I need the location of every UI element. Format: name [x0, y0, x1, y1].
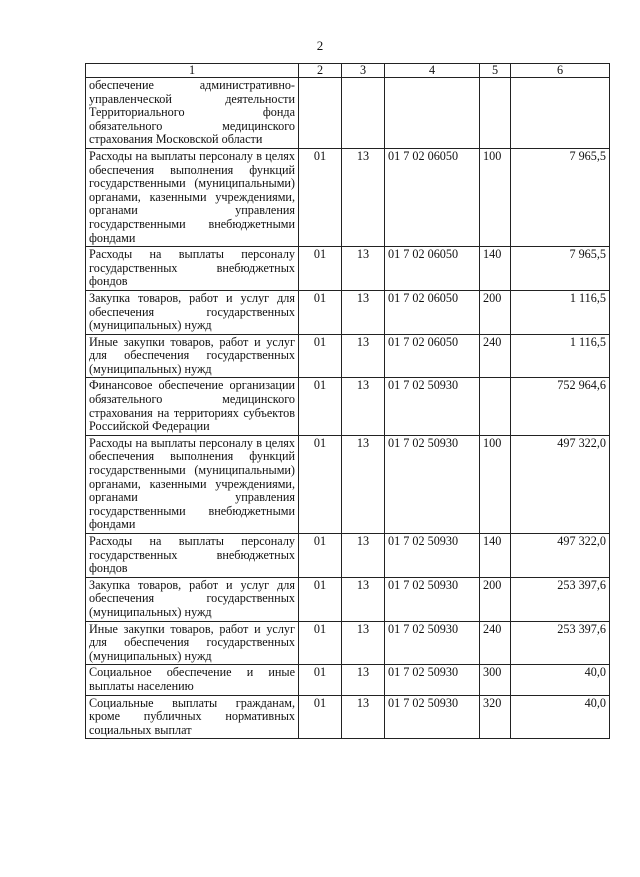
row-expense-type: 140	[480, 247, 511, 291]
row-section	[299, 78, 342, 149]
row-name: Иные закупки товаров, работ и услуг для обеспечения государственных (муниципальных) нужд	[86, 334, 299, 378]
row-subsection: 13	[342, 435, 385, 533]
row-amount: 7 965,5	[511, 148, 610, 246]
row-expense-type: 100	[480, 435, 511, 533]
row-section: 01	[299, 148, 342, 246]
row-subsection: 13	[342, 665, 385, 695]
row-amount: 253 397,6	[511, 621, 610, 665]
row-target-article: 01 7 02 50930	[385, 621, 480, 665]
row-name: Социальные выплаты гражданам, кроме публичных нормативных социальных выплат	[86, 695, 299, 739]
table-row	[86, 378, 610, 435]
header-col-6: 6	[511, 64, 610, 78]
row-name: Закупка товаров, работ и услуг для обеспечения государственных (муниципальных) нужд	[86, 577, 299, 621]
header-row	[86, 64, 610, 78]
row-expense-type: 300	[480, 665, 511, 695]
table-row	[86, 78, 610, 149]
row-amount: 752 964,6	[511, 378, 610, 435]
row-section: 01	[299, 534, 342, 578]
row-target-article	[385, 78, 480, 149]
page-number: 2	[316, 38, 324, 53]
row-name: обеспечение административно-управленческой деятельности Территориального фонда обязательного медицинского страхования Московской области	[86, 78, 299, 149]
row-subsection: 13	[342, 148, 385, 246]
row-amount: 497 322,0	[511, 435, 610, 533]
row-target-article: 01 7 02 50930	[385, 378, 480, 435]
row-section: 01	[299, 247, 342, 291]
row-target-article: 01 7 02 50930	[385, 665, 480, 695]
row-amount	[511, 78, 610, 149]
row-section: 01	[299, 435, 342, 533]
table-row	[86, 665, 610, 695]
row-name: Расходы на выплаты персоналу в целях обеспечения выполнения функций государственными (муниципальными) органами, казенными учреждениями, органами управления государственными внебюджетными фондами	[86, 435, 299, 533]
row-section: 01	[299, 695, 342, 739]
row-expense-type: 200	[480, 577, 511, 621]
row-subsection: 13	[342, 577, 385, 621]
row-section: 01	[299, 334, 342, 378]
row-target-article: 01 7 02 50930	[385, 577, 480, 621]
row-name: Финансовое обеспечение организации обязательного медицинского страхования на территориях субъектов Российской Федерации	[86, 378, 299, 435]
row-section: 01	[299, 621, 342, 665]
row-expense-type	[480, 78, 511, 149]
table-row	[86, 695, 610, 739]
row-target-article: 01 7 02 06050	[385, 290, 480, 334]
row-name: Иные закупки товаров, работ и услуг для обеспечения государственных (муниципальных) нужд	[86, 621, 299, 665]
row-subsection: 13	[342, 378, 385, 435]
row-target-article: 01 7 02 06050	[385, 247, 480, 291]
table-row	[86, 534, 610, 578]
row-target-article: 01 7 02 50930	[385, 435, 480, 533]
row-section: 01	[299, 378, 342, 435]
row-expense-type: 200	[480, 290, 511, 334]
table-row	[86, 247, 610, 291]
row-amount: 1 116,5	[511, 290, 610, 334]
row-amount: 7 965,5	[511, 247, 610, 291]
budget-table	[85, 63, 610, 739]
row-section: 01	[299, 577, 342, 621]
row-section: 01	[299, 290, 342, 334]
table-row	[86, 148, 610, 246]
header-col-4: 4	[385, 64, 480, 78]
table-row	[86, 334, 610, 378]
row-expense-type: 100	[480, 148, 511, 246]
row-expense-type: 240	[480, 334, 511, 378]
row-target-article: 01 7 02 06050	[385, 148, 480, 246]
row-subsection: 13	[342, 534, 385, 578]
row-expense-type: 240	[480, 621, 511, 665]
row-target-article: 01 7 02 06050	[385, 334, 480, 378]
row-subsection: 13	[342, 621, 385, 665]
table-row	[86, 621, 610, 665]
row-subsection: 13	[342, 290, 385, 334]
row-section: 01	[299, 665, 342, 695]
row-amount: 497 322,0	[511, 534, 610, 578]
row-expense-type: 320	[480, 695, 511, 739]
header-col-5: 5	[480, 64, 511, 78]
row-name: Социальное обеспечение и иные выплаты населению	[86, 665, 299, 695]
header-col-3: 3	[342, 64, 385, 78]
row-amount: 40,0	[511, 665, 610, 695]
table-row	[86, 290, 610, 334]
row-expense-type	[480, 378, 511, 435]
row-target-article: 01 7 02 50930	[385, 695, 480, 739]
row-subsection: 13	[342, 695, 385, 739]
row-amount: 253 397,6	[511, 577, 610, 621]
row-amount: 1 116,5	[511, 334, 610, 378]
row-amount: 40,0	[511, 695, 610, 739]
row-name: Расходы на выплаты персоналу государственных внебюджетных фондов	[86, 534, 299, 578]
row-target-article: 01 7 02 50930	[385, 534, 480, 578]
row-subsection: 13	[342, 247, 385, 291]
row-subsection	[342, 78, 385, 149]
row-expense-type: 140	[480, 534, 511, 578]
table-row	[86, 577, 610, 621]
header-col-1: 1	[86, 64, 299, 78]
row-name: Расходы на выплаты персоналу государственных внебюджетных фондов	[86, 247, 299, 291]
row-subsection: 13	[342, 334, 385, 378]
header-col-2: 2	[299, 64, 342, 78]
table-row	[86, 435, 610, 533]
row-name: Закупка товаров, работ и услуг для обеспечения государственных (муниципальных) нужд	[86, 290, 299, 334]
row-name: Расходы на выплаты персоналу в целях обеспечения выполнения функций государственными (муниципальными) органами, казенными учреждениями, органами управления государственными внебюджетными фондами	[86, 148, 299, 246]
